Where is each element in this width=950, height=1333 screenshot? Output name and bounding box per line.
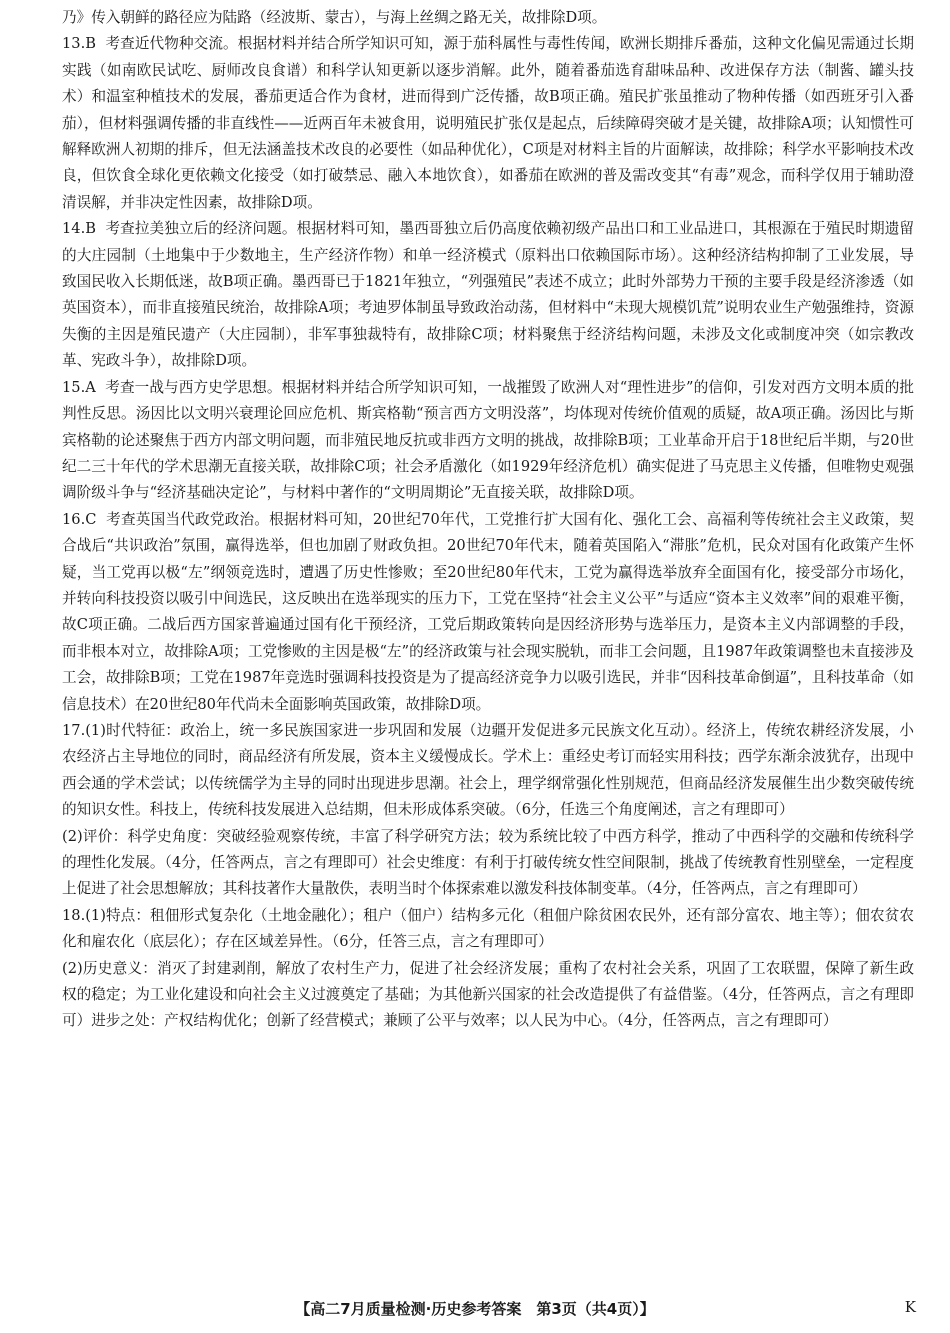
- answer-item-14: [62, 216, 914, 374]
- answer-paragraph: 考查英国当代政党政治。根据材料可知，20世纪70年代，工党推行扩大国有化、强化工会、高福利等传统社会主义政策，契合战后“共识政治”氛围，赢得选举，但也加剧了财政负担。20世纪70年代末，随着英国陷入“滞胀”危机，民众对国有化政策产生怀疑，当工党再以极“左”纲领竞选时，遭遇了历史性惨败；至20世纪80年代末，工党为赢得选举放弃全面国有化，接受部分市场化，并转向科技投资以吸引中间选民，这反映出在选举现实的压力下，工党在坚持“社会主义公平”与适应“资本主义效率”间的艰难平衡，故C项正确。二战后西方国家普遍通过国有化干预经济，工党后期政策转向是因经济形势与选举压力，是资本主义内部调整的手段，而非根本对立，故排除A项；工党惨败的主因是极“左”的经济政策与社会现实脱轨，而非工会问题，且1987年政策调整也未直接涉及工会，故排除B项；工党在1987年竞选时强调科技投资是为了提高经济竞争力以吸引选民，并非“因科技革命倒逼”，且科技革命（如信息技术）在20世纪80年代尚未全面影响英国政策，故排除D项。: [62, 510, 914, 713]
- answer-paragraph: (1)特点：租佃形式复杂化（土地金融化）；租户（佃户）结构多元化（租佃户除贫困农民外，还有部分富农、地主等）；佃农贫农化和雇农化（底层化）；存在区域差异性。（6分，任答三点，言之有理即可）: [62, 906, 914, 951]
- answer-paragraph: 考查拉美独立后的经济问题。根据材料可知，墨西哥独立后仍高度依赖初级产品出口和工业品进口，其根源在于殖民时期遗留的大庄园制（土地集中于少数地主，生产经济作物）和单一经济模式（原料出口依赖国际市场）。这种经济结构抑制了工业发展，导致国民收入长期低迷，故B项正确。墨西哥已于1821年独立，“列强殖民”表述不成立；此时外部势力干预的主要手段是经济渗透（如英国资本），而非直接殖民统治，故排除A项；考迪罗体制虽导致政治动荡，但材料中“未现大规模饥荒”说明农业生产勉强维持，资源失衡的主因是殖民遗产（大庄园制），非军事独裁特有，故排除C项；材料聚焦于经济结构问题，未涉及文化或制度冲突（如宗教改革、宪政斗争），故排除D项。: [62, 220, 914, 370]
- answer-paragraph: (2)历史意义：消灭了封建剥削，解放了农村生产力，促进了社会经济发展；重构了农村社会关系，巩固了工农联盟，保障了新生政权的稳定；为工业化建设和向社会主义过渡奠定了基础；为其他新兴国家的社会改造提供了有益借鉴。（4分，任答两点，言之有理即可）进步之处：产权结构优化；创新了经营模式；兼顾了公平与效率；以人民为中心。（4分，任答两点，言之有理即可）: [62, 959, 914, 1030]
- answer-item-17: [62, 718, 914, 903]
- answer-paragraph: 考查近代物种交流。根据材料并结合所学知识可知，源于茄科属性与毒性传闻，欧洲长期排斥番茄，这种文化偏见需通过长期实践（如南欧民试吃、厨师改良食谱）和科学认知更新以逐步消解。此外，随着番茄选育甜味品种、改进保存方法（制酱、罐头技术）和温室种植技术的发展，番茄更适合作为食材，进而得到广泛传播，故B项正确。殖民扩张虽推动了物种传播（如西班牙引入番茄），但材料强调传播的非直线性——近两百年未被食用，说明殖民扩张仅是起点，后续障碍突破才是关键，故排除A项；认知惯性可解释欧洲人初期的排斥，但无法涵盖技术改良的必要性（如品种优化），C项是对材料主旨的片面解读，故排除；科学水平影响技术改良，但饮食全球化更依赖文化接受（如打破禁忌、融入本地饮食），如番茄在欧洲的普及需改变其“有毒”观念，而科学仅用于辅助澄清误解，并非决定性因素，故排除D项。: [62, 35, 914, 211]
- answer-number: 13.B: [62, 35, 96, 53]
- answer-paragraph: 考查一战与西方史学思想。根据材料并结合所学知识可知，一战摧毁了欧洲人对“理性进步”的信仰，引发对西方文明本质的批判性反思。汤因比以文明兴衰理论回应危机、斯宾格勒“预言西方文明没落”，均体现对传统价值观的质疑，故A项正确。汤因比与斯宾格勒的论述聚焦于西方内部文明问题，而非殖民地反抗或非西方文明的挑战，故排除B项；工业革命开启于18世纪后半期，与20世纪二三十年代的学术思潮无直接关联，故排除C项；社会矛盾激化（如1929年经济危机）确实促进了马克思主义传播，但唯物史观强调阶级斗争与“经济基础决定论”，与材料中著作的“文明周期论”无直接关联，故排除D项。: [62, 378, 914, 502]
- answer-number: 16.C: [62, 510, 97, 528]
- answer-number: 14.B: [62, 220, 96, 238]
- answer-item-15: [62, 375, 914, 507]
- answer-number: 18.: [62, 906, 86, 924]
- answer-number: 17.: [62, 721, 86, 739]
- continuation-text: 乃》传入朝鲜的路径应为陆路（经波斯、蒙古），与海上丝绸之路无关，故排除D项。: [62, 9, 607, 26]
- answer-item-18: [62, 903, 914, 1035]
- footer-version-letter: K: [904, 1298, 916, 1316]
- page-footer: 【高二7月质量检测·历史参考答案 第3页（共4页）】: [295, 1300, 655, 1318]
- answer-content: [62, 5, 914, 1035]
- answer-item-13: [62, 31, 914, 216]
- answer-paragraph: (2)评价：科学史角度：突破经验观察传统，丰富了科学研究方法；较为系统比较了中西方科学，推动了中西科学的交融和传统科学的理性化发展。（4分，任答两点，言之有理即可）社会史维度：有利于打破传统女性空间限制，挑战了传统教育性别壁垒，一定程度上促进了社会思想解放；其科技著作大量散佚，表明当时个体探索难以激发科技体制变革。（4分，任答两点，言之有理即可）: [62, 827, 914, 898]
- answer-number: 15.A: [62, 378, 96, 396]
- answer-paragraph: (1)时代特征：政治上，统一多民族国家进一步巩固和发展（边疆开发促进多元民族文化互动）。经济上，传统农耕经济发展，小农经济占主导地位的同时，商品经济有所发展，资本主义缓慢成长。学术上：重经史考订而轻实用科技；西学东渐余波犹存，出现中西会通的学术尝试；以传统儒学为主导的同时出现进步思潮。社会上，理学纲常强化性别规范，但商品经济发展催生出少数突破传统的知识女性。科技上，传统科技发展进入总结期，但未形成体系突破。（6分，任选三个角度阐述，言之有理即可）: [62, 721, 914, 819]
- answer-item-16: [62, 507, 914, 718]
